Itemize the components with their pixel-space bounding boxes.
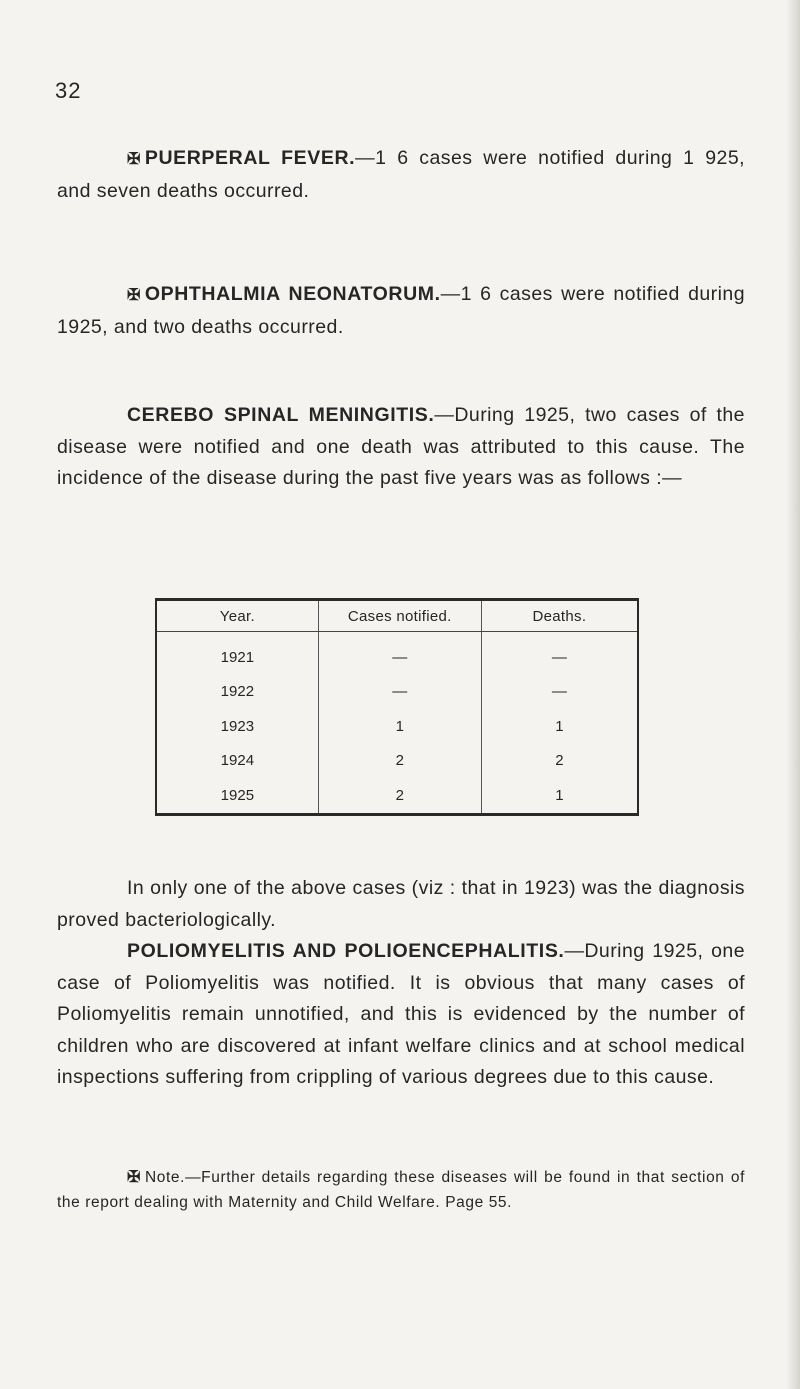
header-year: Year. — [156, 600, 318, 632]
table-row — [156, 709, 638, 744]
ophthalmia-paragraph — [57, 279, 745, 343]
cell-cases: 2 — [318, 778, 481, 814]
cell-deaths: 2 — [481, 744, 638, 779]
note-mark-icon: ✠ — [127, 151, 141, 168]
cell-year: 1925 — [156, 778, 318, 814]
header-cases: Cases notified. — [318, 600, 481, 632]
table-row — [156, 778, 638, 814]
note-mark-icon: ✠ — [127, 287, 141, 304]
meningitis-text: —During 1925, two cases of the disease were notified and one death was attributed to this cause. The incidence of the disease during the past five years was as follows :— — [57, 404, 745, 489]
footnote-text: —Further details regarding these diseases will be found in that section of the report dealing with Maternity and Child Welfare. Page 55. — [57, 1169, 745, 1211]
header-deaths: Deaths. — [481, 600, 638, 632]
cell-deaths: 1 — [481, 709, 638, 744]
cell-deaths: — — [481, 632, 638, 675]
cell-cases: — — [318, 675, 481, 710]
table-row — [156, 632, 638, 675]
cell-deaths: 1 — [481, 778, 638, 814]
polio-text: —During 1925, one case of Poliomyelitis was notified. It is obvious that many cases of Poliomyelitis remain unnotified, and this is evidenced by the number of children who are discovered at infant welfare clinics and at school medical inspections suffering from crippling of various degrees due to this cause. — [57, 940, 746, 1088]
table-row — [156, 744, 638, 779]
meningitis-table — [155, 598, 639, 816]
cell-year: 1923 — [156, 709, 318, 744]
note-mark-icon: ✠ — [127, 1169, 142, 1186]
diagnosis-paragraph: In only one of the above cases (viz : that in 1923) was the diagnosis proved bacteriologically. — [57, 877, 745, 931]
puerperal-fever-paragraph — [57, 143, 745, 207]
cell-year: 1924 — [156, 744, 318, 779]
polio-heading: POLIOMYELITIS AND POLIOENCEPHALITIS. — [127, 940, 565, 962]
meningitis-heading: CEREBO SPINAL MENINGITIS. — [127, 404, 435, 426]
puerperal-fever-heading: PUERPERAL FEVER. — [144, 147, 356, 169]
table-row — [156, 675, 638, 710]
ophthalmia-text: —1 6 cases were notified during 1925, and two deaths occurred. — [57, 283, 745, 338]
cell-cases: — — [318, 632, 481, 675]
ophthalmia-heading: OPHTHALMIA NEONATORUM. — [144, 283, 441, 305]
cell-year: 1922 — [156, 675, 318, 710]
page-edge-shadow — [786, 0, 800, 1389]
cell-year: 1921 — [156, 632, 318, 675]
page-number: 32 — [55, 78, 82, 103]
table-header-row — [156, 600, 638, 632]
polio-paragraph — [57, 936, 745, 1094]
puerperal-fever-text: —1 6 cases were notified during 1 925, and seven deaths occurred. — [57, 147, 745, 202]
cell-cases: 1 — [318, 709, 481, 744]
footnote — [57, 1165, 745, 1215]
footnote-label: Note. — [145, 1169, 186, 1186]
meningitis-paragraph — [57, 400, 745, 495]
cell-cases: 2 — [318, 744, 481, 779]
cell-deaths: — — [481, 675, 638, 710]
